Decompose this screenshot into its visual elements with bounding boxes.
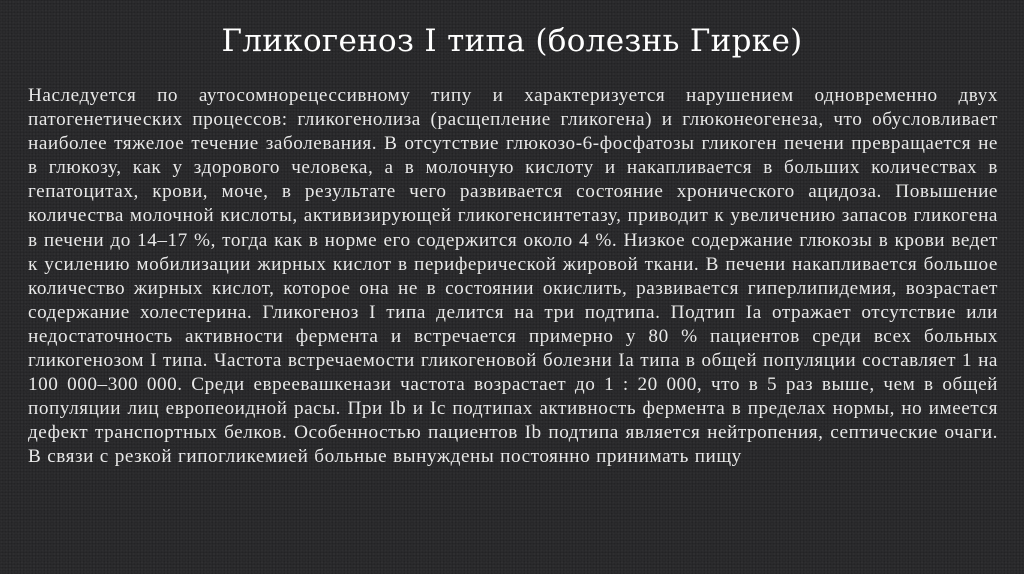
- slide-body-text: Наследуется по аутосомнорецессивному типу и характеризуется нарушением одновременно двух патогенетических процессов: гликогенолиза (расщепление гликогена) и глюконеогенеза, что обусловливает наиболее тяжелое течение заболевания. В отсутствие глюкозо-6-фосфатозы гликоген печени превращается не в глюкозу, как у здорового человека, а в молочную кислоту и накапливается в больших количествах в гепатоцитах, крови, моче, в результате чего развивается состояние хронического ацидоза. Повышение количества молочной кислоты, активизирующей гликогенсинтетазу, приводит к увеличению запасов гликогена в печени до 14–17 %, тогда как в норме его содержится около 4 %. Низкое содержание глюкозы в крови ведет к усилению мобилизации жирных кислот в периферической жировой ткани. В печени накапливается большое количество жирных кислот, которое она не в состоянии окислить, развивается гиперлипидемия, возрастает содержание холестерина. Гликогеноз I типа делится на три подтипа. Подтип Ia отражает отсутствие или недостаточность активности фермента и встречается примерно у 80 % пациентов среди всех больных гликогенозом I типа. Частота встречаемости гликогеновой болезни Ia типа в общей популяции составляет 1 на 100 000–300 000. Среди евреевашкенази частота возрастает до 1 : 20 000, что в 5 раз выше, чем в общей популяции лиц европеоидной расы. При Ib и Ic подтипах активность фермента в пределах нормы, но имеется дефект транспортных белков. Особенностью пациентов Ib подтипа является нейтропения, септические очаги. В связи с резкой гипогликемией больные вынуждены постоянно принимать пищу: [28, 85, 998, 468]
- slide-title: Гликогеноз I типа (болезнь Гирке): [221, 23, 803, 59]
